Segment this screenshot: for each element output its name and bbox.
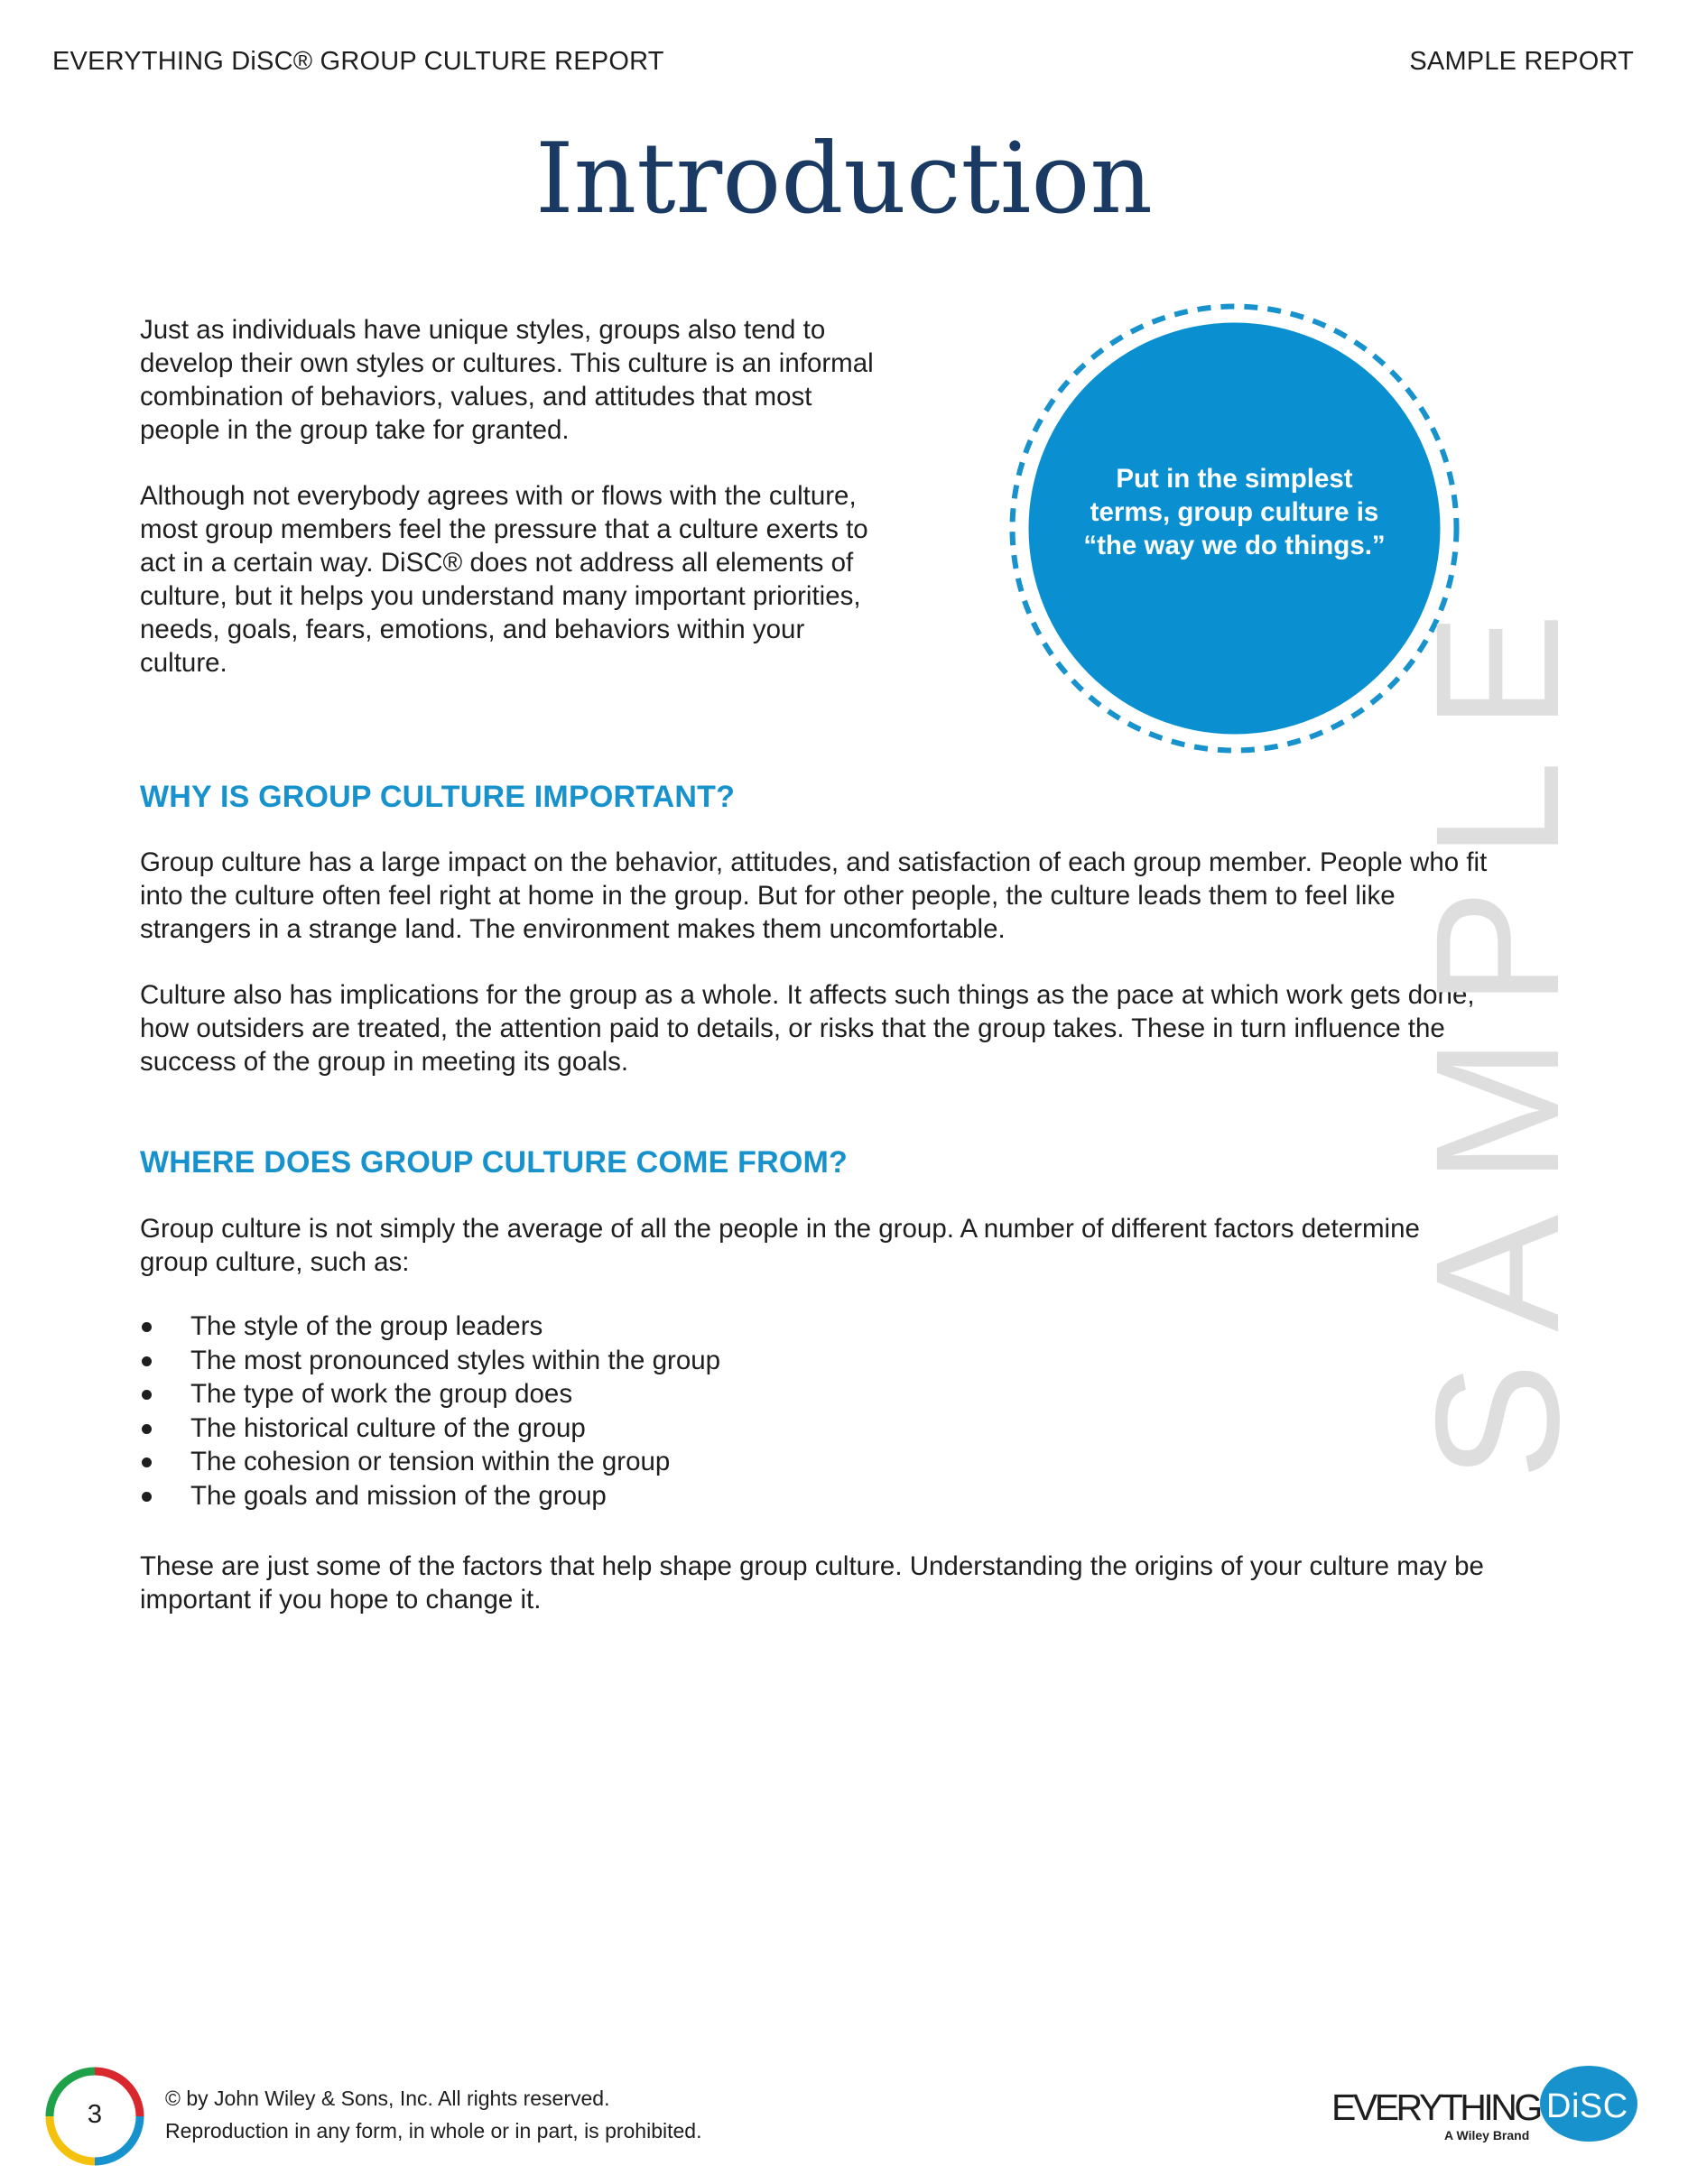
text-line: culture, but it helps you understand many important priorities, xyxy=(140,581,861,611)
text-line: into the culture often feel right at home in the group. But for other people, the culture leads them to feel like xyxy=(140,881,1396,911)
text-line: Just as individuals have unique styles, groups also tend to xyxy=(140,315,826,345)
sample-watermark: SAMPLE xyxy=(1399,581,1596,1480)
text-line: important if you hope to change it. xyxy=(140,1585,542,1615)
intro-paragraph-2 xyxy=(140,479,868,680)
text-line: culture. xyxy=(140,648,227,678)
brand-wordmark: EVERYTHING xyxy=(1331,2087,1540,2128)
bullet-icon xyxy=(142,1424,152,1434)
text-line: Group culture has a large impact on the behavior, attitudes, and satisfaction of each group member. People who fit xyxy=(140,847,1488,877)
text-line: Although not everybody agrees with or flows with the culture, xyxy=(140,481,857,511)
bullet-icon xyxy=(142,1322,152,1332)
section-heading-origins: WHERE DOES GROUP CULTURE COME FROM? xyxy=(140,1145,848,1180)
page-title: Introduction xyxy=(535,123,1153,236)
text-line: terms, group culture is xyxy=(1090,497,1379,527)
text-line: group culture, such as: xyxy=(140,1247,410,1277)
section-heading-importance: WHY IS GROUP CULTURE IMPORTANT? xyxy=(140,780,736,814)
importance-paragraph-1 xyxy=(140,846,1487,946)
sample-report-label: SAMPLE REPORT xyxy=(1409,47,1634,76)
text-line: These are just some of the factors that help shape group culture. Understanding the origins of your culture may be xyxy=(140,1551,1484,1581)
page-number: 3 xyxy=(87,2100,103,2129)
text-line: how outsiders are treated, the attention paid to details, or risks that the group takes. These in turn influence the xyxy=(140,1013,1445,1043)
brand-subtitle: A Wiley Brand xyxy=(1444,2128,1530,2142)
factors-list xyxy=(140,1309,720,1513)
text-line: people in the group take for granted. xyxy=(140,415,570,445)
importance-paragraph-2 xyxy=(140,978,1475,1078)
list-item: The style of the group leaders xyxy=(140,1309,720,1344)
intro-paragraph-1 xyxy=(140,313,874,447)
text-line: develop their own styles or cultures. This culture is an informal xyxy=(140,348,874,378)
list-item: The historical culture of the group xyxy=(140,1411,720,1446)
text-line: combination of behaviors, values, and attitudes that most xyxy=(140,382,812,412)
bullet-icon xyxy=(142,1356,152,1366)
callout-text xyxy=(1052,462,1417,562)
copyright-notice: © by John Wiley & Sons, Inc. All rights reserved. xyxy=(165,2087,610,2110)
bullet-icon xyxy=(142,1458,152,1467)
list-item: The type of work the group does xyxy=(140,1377,720,1411)
list-item: The most pronounced styles within the group xyxy=(140,1344,720,1378)
text-line: most group members feel the pressure that a culture exerts to xyxy=(140,514,868,544)
bullet-icon xyxy=(142,1390,152,1400)
text-line: Culture also has implications for the group as a whole. It affects such things as the pace at which work gets done, xyxy=(140,980,1475,1010)
text-line: Group culture is not simply the average of all the people in the group. A number of different factors determine xyxy=(140,1214,1420,1244)
text-line: strangers in a strange land. The environment makes them uncomfortable. xyxy=(140,914,1006,944)
disc-logo-text: DiSC xyxy=(1546,2087,1628,2125)
text-line: success of the group in meeting its goals. xyxy=(140,1047,629,1077)
text-line: act in a certain way. DiSC® does not address all elements of xyxy=(140,548,854,578)
origins-paragraph-1 xyxy=(140,1212,1420,1279)
text-line: needs, goals, fears, emotions, and behaviors within your xyxy=(140,615,805,644)
bullet-icon xyxy=(142,1492,152,1502)
report-title-header: EVERYTHING DiSC® GROUP CULTURE REPORT xyxy=(52,47,664,76)
list-item: The cohesion or tension within the group xyxy=(140,1445,720,1479)
list-item: The goals and mission of the group xyxy=(140,1479,720,1513)
text-line: “the way we do things.” xyxy=(1083,531,1386,560)
text-line: Put in the simplest xyxy=(1116,464,1353,494)
origins-paragraph-2 xyxy=(140,1550,1484,1616)
reproduction-notice: Reproduction in any form, in whole or in part, is prohibited. xyxy=(165,2119,702,2142)
